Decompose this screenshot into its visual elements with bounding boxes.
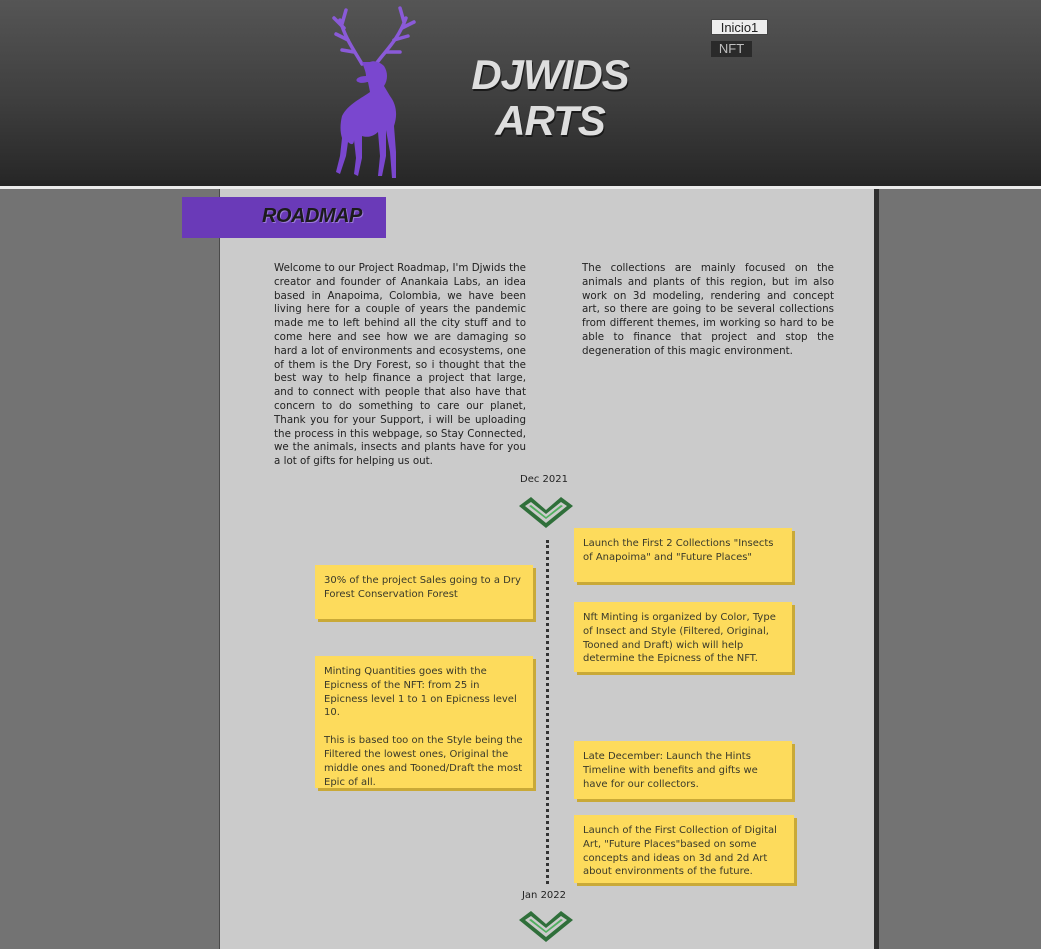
card-text: Late December: Launch the Hints Timeline with benefits and gifts we have for our collectors. bbox=[583, 751, 758, 790]
site-header bbox=[0, 0, 1041, 186]
card-text-secondary: This is based too on the Style being the Filtered the lowest ones, Original the middle ones and Tooned/Draft the most Epic of all. bbox=[324, 735, 523, 788]
timeline-card-left-2 bbox=[315, 656, 533, 788]
site-logo-text[interactable] bbox=[460, 52, 640, 144]
timeline-start-date: Dec 2021 bbox=[520, 474, 568, 485]
timeline-line bbox=[546, 540, 549, 884]
timeline-card-right-4 bbox=[574, 815, 794, 883]
nav-nft-button[interactable]: NFT bbox=[711, 41, 752, 57]
chevron-down-icon bbox=[516, 494, 576, 530]
logo-line1: DJWIDS bbox=[471, 51, 629, 98]
nav-inicio-button[interactable]: Inicio1 bbox=[711, 19, 768, 35]
card-text: 30% of the project Sales going to a Dry Forest Conservation Forest bbox=[324, 575, 521, 600]
card-text: Nft Minting is organized by Color, Type of Insect and Style (Filtered, Original, Tooned and Draft) wich will help determine the Epicness of the NFT. bbox=[583, 612, 776, 665]
roadmap-title: ROADMAP bbox=[262, 205, 362, 227]
card-text: Minting Quantities goes with the Epicness of the NFT: from 25 in Epicness level 1 to 1 on Epicness level 10. bbox=[324, 666, 517, 719]
card-text: Launch of the First Collection of Digital Art, "Future Places"based on some concepts and ideas on 3d and 2d Art about environments of the future. bbox=[583, 825, 777, 878]
timeline-end-date: Jan 2022 bbox=[521, 890, 567, 901]
timeline-card-left-1 bbox=[315, 565, 533, 619]
intro-text-left: Welcome to our Project Roadmap, I'm Djwids the creator and founder of Anankaia Labs, an idea based in Anapoima, Colombia, we have been living here for a couple of years the pandemic made me to left behind all the city stuff and to come here and see how we are damaging so hard a lot of environments and ecosystems, one of them is the Dry Forest, so i thought that the best way to help finance a project that large, and to connect with people that also have that concern to do something to care our planet, Thank you for your Support, i will be uploading the process in this webpage, so Stay Connected, we the animals, insects and plants have for you a lot of gifts for helping us out. bbox=[274, 262, 526, 468]
chevron-down-icon bbox=[516, 908, 576, 944]
timeline-card-right-2 bbox=[574, 602, 792, 672]
intro-text-right: The collections are mainly focused on the animals and plants of this region, but im also work on 3d modeling, rendering and concept art, so there are going to be several collections from different themes, im working so hard to be able to finance that project and stop the degeneration of this magic environment. bbox=[582, 262, 834, 357]
card-text: Launch the First 2 Collections "Insects of Anapoima" and "Future Places" bbox=[583, 538, 774, 563]
logo-line2: ARTS bbox=[495, 97, 605, 144]
deer-icon[interactable] bbox=[318, 6, 428, 182]
timeline-card-right-3 bbox=[574, 741, 792, 799]
timeline-card-right-1 bbox=[574, 528, 792, 582]
